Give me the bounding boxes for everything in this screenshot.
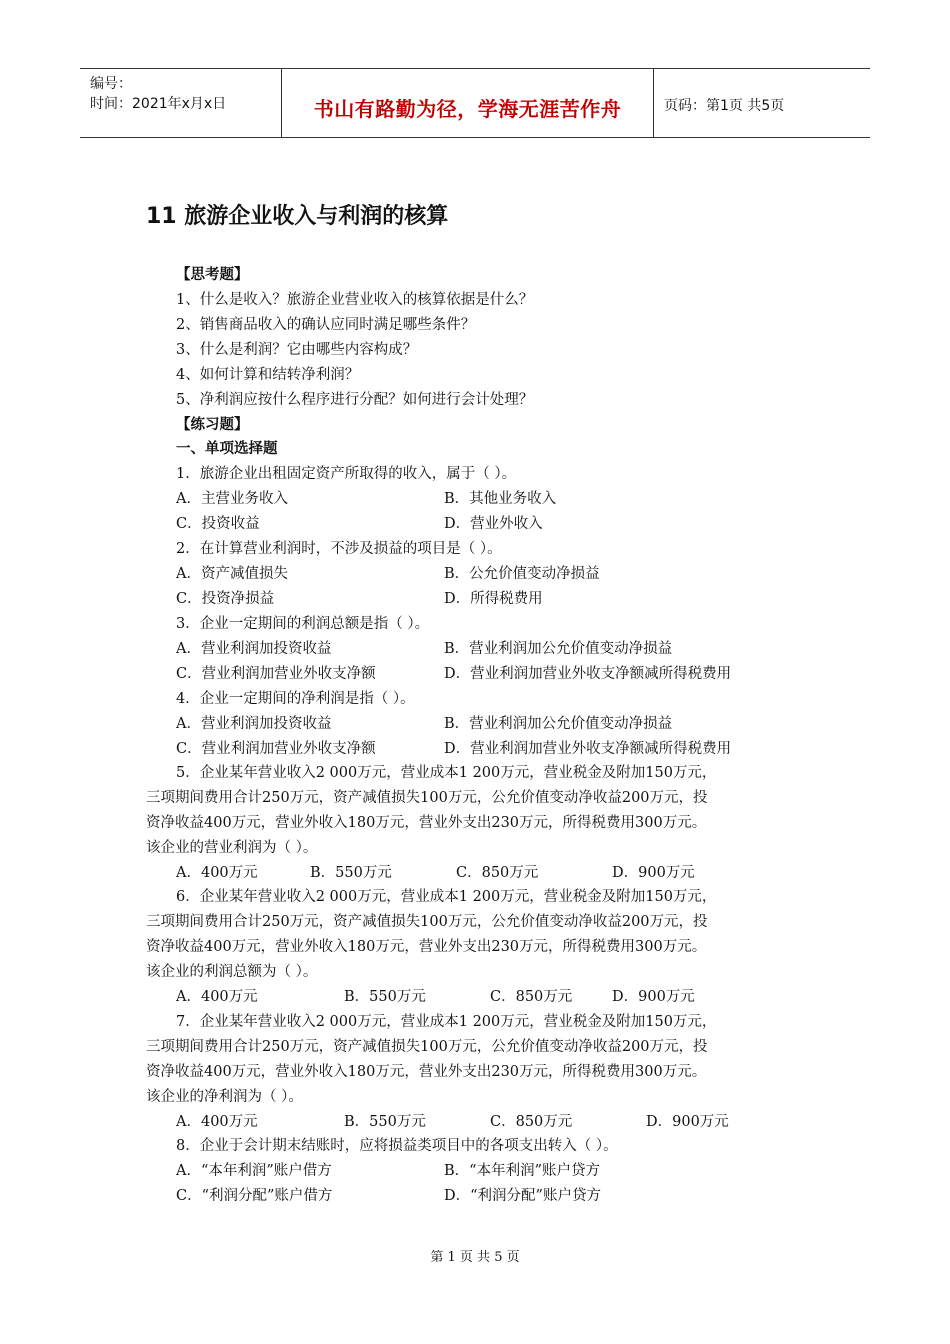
question-line: 1、什么是收入？旅游企业营业收入的核算依据是什么？ xyxy=(176,292,534,308)
header-page-cell xyxy=(654,69,870,137)
date-label: 时间：2021年x月x日 xyxy=(90,96,227,112)
question-line: 三项期间费用合计250万元，资产减值损失100万元，公允价值变动净收益200万元，投 xyxy=(146,790,708,806)
question-line: 8．企业于会计期末结账时，应将损益类项目中的各项支出转入（ ）。 xyxy=(176,1138,618,1154)
question-line: 三项期间费用合计250万元，资产减值损失100万元，公允价值变动净收益200万元，投 xyxy=(146,914,708,930)
option-d: D．900万元 xyxy=(612,989,695,1005)
option-d: D．营业外收入 xyxy=(444,516,543,532)
option-a: A．400万元 xyxy=(176,865,258,881)
question-line: 6．企业某年营业收入2 000万元，营业成本1 200万元，营业税金及附加150万元， xyxy=(176,889,717,905)
page-title: 11 旅游企业收入与利润的核算 xyxy=(146,204,449,229)
option-b: B．550万元 xyxy=(344,1114,426,1130)
question-line: 三项期间费用合计250万元，资产减值损失100万元，公允价值变动净收益200万元，投 xyxy=(146,1039,708,1055)
option-c: C．850万元 xyxy=(456,865,539,881)
question-line: 资净收益400万元，营业外收入180万元，营业外支出230万元，所得税费用300万元。 xyxy=(146,1064,707,1080)
option-b: B．公允价值变动净损益 xyxy=(444,566,600,582)
question-line: 资净收益400万元，营业外收入180万元，营业外支出230万元，所得税费用300万元。 xyxy=(146,939,707,955)
motto: 书山有路勤为径，学海无涯苦作舟 xyxy=(313,97,622,121)
question-line: 3、什么是利润？它由哪些内容构成？ xyxy=(176,342,418,358)
option-a: A．营业利润加投资收益 xyxy=(176,641,332,657)
option-a: A．营业利润加投资收益 xyxy=(176,716,332,732)
question-line: 2．在计算营业利润时，不涉及损益的项目是（ ）。 xyxy=(176,541,502,557)
option-b: B．“本年利润”账户贷方 xyxy=(444,1163,600,1179)
option-d: D．营业利润加营业外收支净额减所得税费用 xyxy=(444,741,732,757)
option-c: C．850万元 xyxy=(490,1114,573,1130)
option-b: B．550万元 xyxy=(310,865,392,881)
option-a: A．资产减值损失 xyxy=(176,566,288,582)
question-line: 2、销售商品收入的确认应同时满足哪些条件？ xyxy=(176,317,476,333)
question-line: 5、净利润应按什么程序进行分配？如何进行会计处理？ xyxy=(176,392,534,408)
header-motto-cell xyxy=(282,69,654,137)
question-line: 3．企业一定期间的利润总额是指（ ）。 xyxy=(176,616,430,632)
option-c: C．营业利润加营业外收支净额 xyxy=(176,666,376,682)
option-c: C．“利润分配”账户借方 xyxy=(176,1188,333,1204)
number-label: 编号： xyxy=(90,76,132,92)
subsection-heading: 一、单项选择题 xyxy=(176,441,278,457)
option-d: D．所得税费用 xyxy=(444,591,543,607)
page-header xyxy=(80,68,870,138)
option-c: C．850万元 xyxy=(490,989,573,1005)
option-a: A．400万元 xyxy=(176,1114,258,1130)
question-line: 资净收益400万元，营业外收入180万元，营业外支出230万元，所得税费用300万元。 xyxy=(146,815,707,831)
question-line: 该企业的营业利润为（ ）。 xyxy=(146,840,318,856)
section-heading-exercises: 【练习题】 xyxy=(176,417,249,433)
option-b: B．550万元 xyxy=(344,989,426,1005)
option-d: D．“利润分配”账户贷方 xyxy=(444,1188,601,1204)
option-c: C．投资净损益 xyxy=(176,591,275,607)
question-line: 该企业的净利润为（ ）。 xyxy=(146,1089,303,1105)
option-a: A．“本年利润”账户借方 xyxy=(176,1163,332,1179)
question-line: 1．旅游企业出租固定资产所取得的收入，属于（ ）。 xyxy=(176,466,517,482)
question-line: 5．企业某年营业收入2 000万元，营业成本1 200万元，营业税金及附加150万元， xyxy=(176,765,717,781)
option-b: B．营业利润加公允价值变动净损益 xyxy=(444,641,673,657)
option-a: A．主营业务收入 xyxy=(176,491,288,507)
option-b: B．营业利润加公允价值变动净损益 xyxy=(444,716,673,732)
page-code: 页码：第1页 共5页 xyxy=(664,98,785,114)
question-line: 4、如何计算和结转净利润？ xyxy=(176,367,360,383)
option-c: C．投资收益 xyxy=(176,516,260,532)
page-footer: 第 1 页 共 5 页 xyxy=(430,1250,520,1265)
option-d: D．900万元 xyxy=(612,865,695,881)
option-d: D．900万元 xyxy=(646,1114,729,1130)
question-line: 4．企业一定期间的净利润是指（ ）。 xyxy=(176,691,415,707)
option-c: C．营业利润加营业外收支净额 xyxy=(176,741,376,757)
option-d: D．营业利润加营业外收支净额减所得税费用 xyxy=(444,666,732,682)
section-heading-thinking: 【思考题】 xyxy=(176,267,249,283)
question-line: 该企业的利润总额为（ ）。 xyxy=(146,964,318,980)
header-meta xyxy=(80,69,282,137)
option-b: B．其他业务收入 xyxy=(444,491,557,507)
question-line: 7．企业某年营业收入2 000万元，营业成本1 200万元，营业税金及附加150万元， xyxy=(176,1014,717,1030)
option-a: A．400万元 xyxy=(176,989,258,1005)
